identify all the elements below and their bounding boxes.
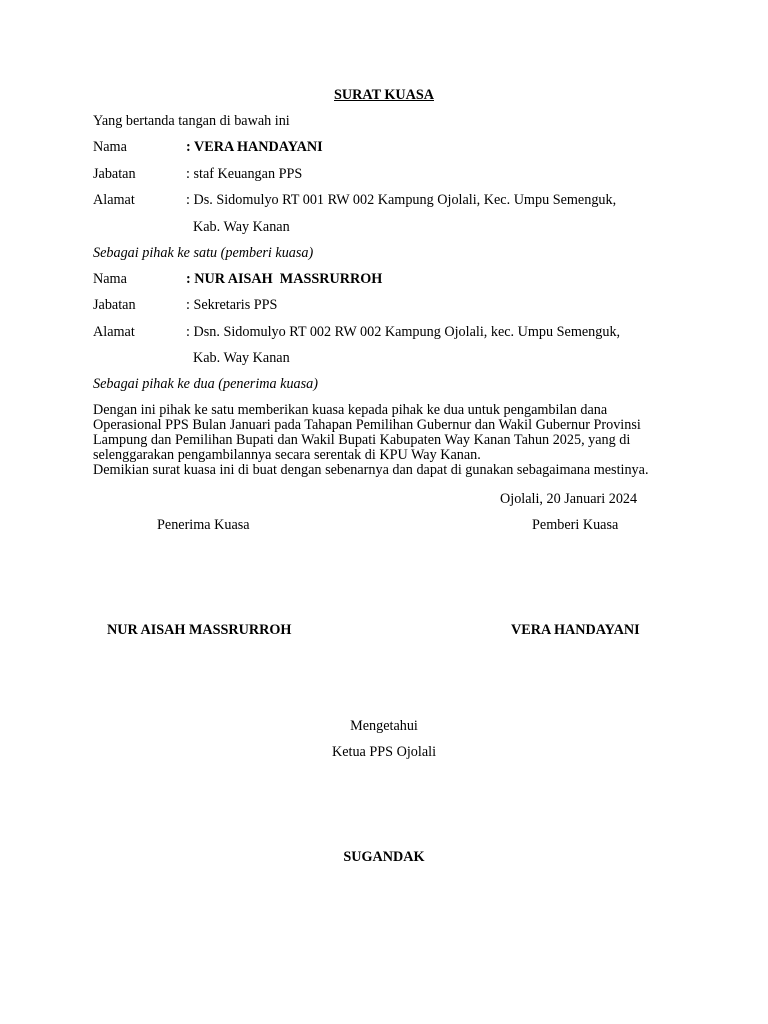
intro-text: Yang bertanda tangan di bawah ini — [93, 113, 290, 129]
acknowledged-label: Mengetahui — [350, 718, 418, 734]
party1-position-value: : staf Keuangan PPS — [186, 166, 303, 182]
receiver-signature-name: NUR AISAH MASSRURROH — [107, 622, 292, 638]
party2-position-label: Jabatan — [93, 297, 136, 313]
party1-name-label: Nama — [93, 139, 127, 155]
party2-role: Sebagai pihak ke dua (penerima kuasa) — [93, 376, 318, 392]
party1-name-value: : VERA HANDAYANI — [186, 139, 323, 155]
party2-address-line1: : Dsn. Sidomulyo RT 002 RW 002 Kampung Ojolali, kec. Umpu Semenguk, — [186, 324, 621, 340]
party2-address-label: Alamat — [93, 324, 135, 340]
party1-address-label: Alamat — [93, 192, 135, 208]
party2-name-value: : NUR AISAH MASSRURROH — [186, 271, 383, 287]
party1-address-line2: Kab. Way Kanan — [193, 219, 290, 235]
party2-name-label: Nama — [93, 271, 127, 287]
acknowledger-title: Ketua PPS Ojolali — [331, 744, 437, 760]
party1-position-label: Jabatan — [93, 166, 136, 182]
party1-role: Sebagai pihak ke satu (pemberi kuasa) — [93, 245, 314, 261]
body-paragraph: Dengan ini pihak ke satu memberikan kuasa kepada pihak ke dua untuk pengambilan dana Operasional PPS Bulan Januari pada Tahapan Pemilihan Gubernur dan Wakil Gubernur Provinsi Lampung dan Pemilihan Bupati dan Wakil Bupati Kabupaten Way Kanan Tahun 2025, yang di selenggarakan pengambilannya secara serentak di KPU Way Kanan. — [93, 402, 641, 463]
giver-label: Pemberi Kuasa — [532, 517, 619, 533]
party1-address-line1: : Ds. Sidomulyo RT 001 RW 002 Kampung Ojolali, Kec. Umpu Semenguk, — [186, 192, 617, 208]
acknowledger-name: SUGANDAK — [343, 849, 425, 865]
giver-signature-name: VERA HANDAYANI — [511, 622, 640, 638]
document-title: SURAT KUASA — [334, 87, 434, 103]
party2-address-line2: Kab. Way Kanan — [193, 350, 290, 366]
body-section — [93, 403, 663, 478]
receiver-label: Penerima Kuasa — [157, 517, 250, 533]
closing-statement: Demikian surat kuasa ini di buat dengan sebenarnya dan dapat di gunakan sebagaimana mestinya. — [93, 462, 649, 478]
party2-position-value: : Sekretaris PPS — [186, 297, 278, 313]
place-date: Ojolali, 20 Januari 2024 — [500, 491, 638, 507]
